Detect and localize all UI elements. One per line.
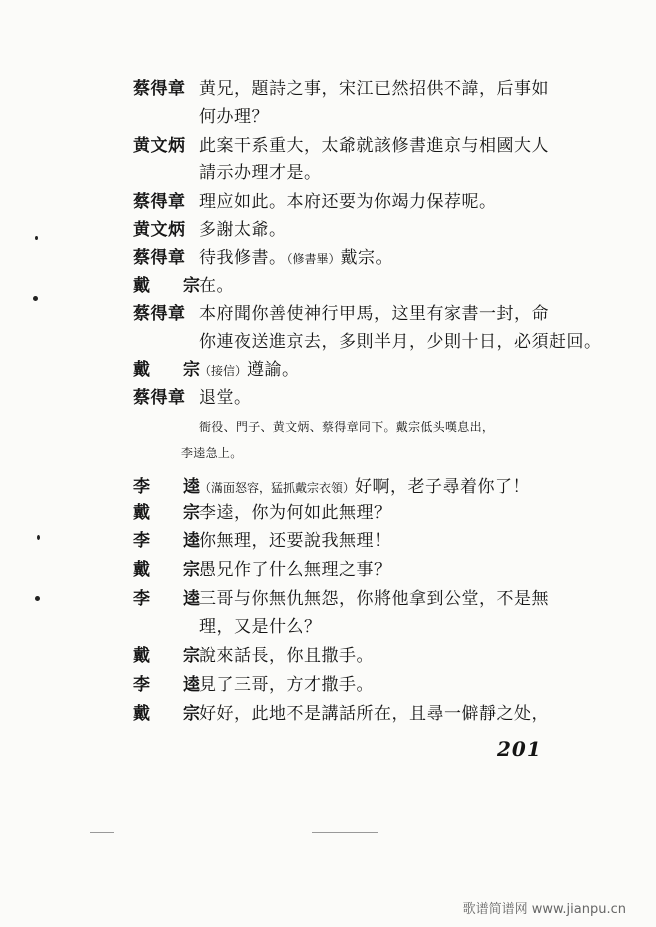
stage-direction-line-1: 衙役、門子、黄文炳、蔡得章同下。戴宗低头嘆息出， (199, 420, 495, 434)
dialogue-text-after: 遵諭。 (247, 360, 300, 380)
dialogue-text: 黄兄，題詩之事，宋江已然招供不諱，后事如 (199, 79, 549, 99)
stage-aside: （接信） (199, 364, 248, 378)
stage-aside: （修書畢） (286, 252, 341, 266)
dialogue-text: 理，又是什么？ (199, 617, 322, 637)
dialogue-text: 退堂。 (199, 388, 252, 408)
dialogue-text: 本府聞你善使神行甲馬，这里有家書一封，命 (199, 304, 549, 324)
speaker-name: 蔡得章 (133, 248, 186, 268)
dialogue-text: 愚兄作了什么無理之事？ (199, 560, 392, 580)
dialogue-line (133, 645, 374, 667)
dialogue-line (133, 387, 252, 409)
dialogue-continuation (199, 616, 322, 638)
speaker-name: 李 逵 (133, 675, 208, 695)
speaker-name: 黄文炳 (133, 220, 186, 240)
stage-direction-line-2: 李逵急上。 (181, 446, 243, 460)
binding-speck (35, 236, 38, 240)
dialogue-text: 理应如此。本府还要为你竭力保荐呢。 (199, 192, 497, 212)
dialogue-text-after: 好啊，老子尋着你了！ (355, 477, 531, 497)
page-number: 201 (497, 737, 542, 761)
stage-direction (199, 418, 494, 436)
stage-aside: （滿面怒容，猛抓戴宗衣領） (199, 481, 356, 495)
dialogue-line (133, 191, 497, 213)
dialogue-text: 請示办理才是。 (199, 163, 322, 183)
binding-speck (37, 535, 40, 540)
dialogue-text: 見了三哥，方才撒手。 (199, 675, 374, 695)
dialogue-line (133, 559, 392, 581)
dialogue-text: 在。 (199, 276, 234, 296)
binding-speck (33, 296, 38, 301)
dialogue-line (133, 502, 392, 524)
dialogue-line (133, 359, 300, 382)
dialogue-line (133, 703, 549, 725)
speaker-name: 黄文炳 (133, 136, 186, 156)
binding-speck (35, 596, 40, 601)
dialogue-text: 李逵，你为何如此無理？ (199, 503, 392, 523)
speaker-name: 蔡得章 (133, 79, 186, 99)
dialogue-line (133, 303, 549, 325)
speaker-name: 戴 宗 (133, 560, 208, 580)
scan-artifact (312, 832, 378, 833)
dialogue-text: 此案干系重大，太爺就該修書進京与相國大人 (199, 136, 549, 156)
dialogue-continuation (199, 162, 322, 184)
dialogue-line (133, 247, 393, 270)
dialogue-text: 好好，此地不是講話所在，且尋一僻靜之处， (199, 704, 549, 724)
speaker-name: 戴 宗 (133, 704, 208, 724)
dialogue-text: 說來話長，你且撒手。 (199, 646, 374, 666)
dialogue-line (133, 219, 287, 241)
dialogue-line (133, 530, 392, 552)
dialogue-text: 多謝太爺。 (199, 220, 287, 240)
speaker-name: 李 逵 (133, 531, 208, 551)
dialogue-text-after: 戴宗。 (340, 248, 394, 268)
speaker-name: 蔡得章 (133, 304, 186, 324)
speaker-name: 李 逵 (133, 477, 208, 497)
speaker-name: 蔡得章 (133, 192, 186, 212)
speaker-name: 戴 宗 (133, 646, 208, 666)
speaker-name: 李 逵 (133, 589, 208, 609)
dialogue-line (133, 476, 530, 499)
dialogue-continuation (199, 106, 269, 128)
dialogue-line (133, 78, 549, 100)
dialogue-continuation (199, 331, 602, 353)
scan-artifact (90, 832, 114, 833)
dialogue-line (133, 135, 549, 157)
dialogue-line (133, 674, 374, 696)
speaker-name: 戴 宗 (133, 276, 208, 296)
dialogue-text: 三哥与你無仇無怨，你將他拿到公堂，不是無 (199, 589, 549, 609)
speaker-name: 蔡得章 (133, 388, 186, 408)
dialogue-line (133, 588, 549, 610)
site-watermark: 歌谱简谱网 www.jianpu.cn (462, 902, 626, 917)
speaker-name: 戴 宗 (133, 360, 208, 380)
dialogue-text: 你無理，还要說我無理！ (199, 531, 392, 551)
dialogue-text: 你連夜送進京去，多則半月，少則十日，必須赶回。 (199, 332, 602, 352)
speaker-name: 戴 宗 (133, 503, 208, 523)
dialogue-line (133, 275, 234, 297)
stage-direction (181, 444, 243, 462)
dialogue-text: 何办理？ (199, 107, 269, 127)
dialogue-text: 待我修書。 (199, 248, 287, 268)
